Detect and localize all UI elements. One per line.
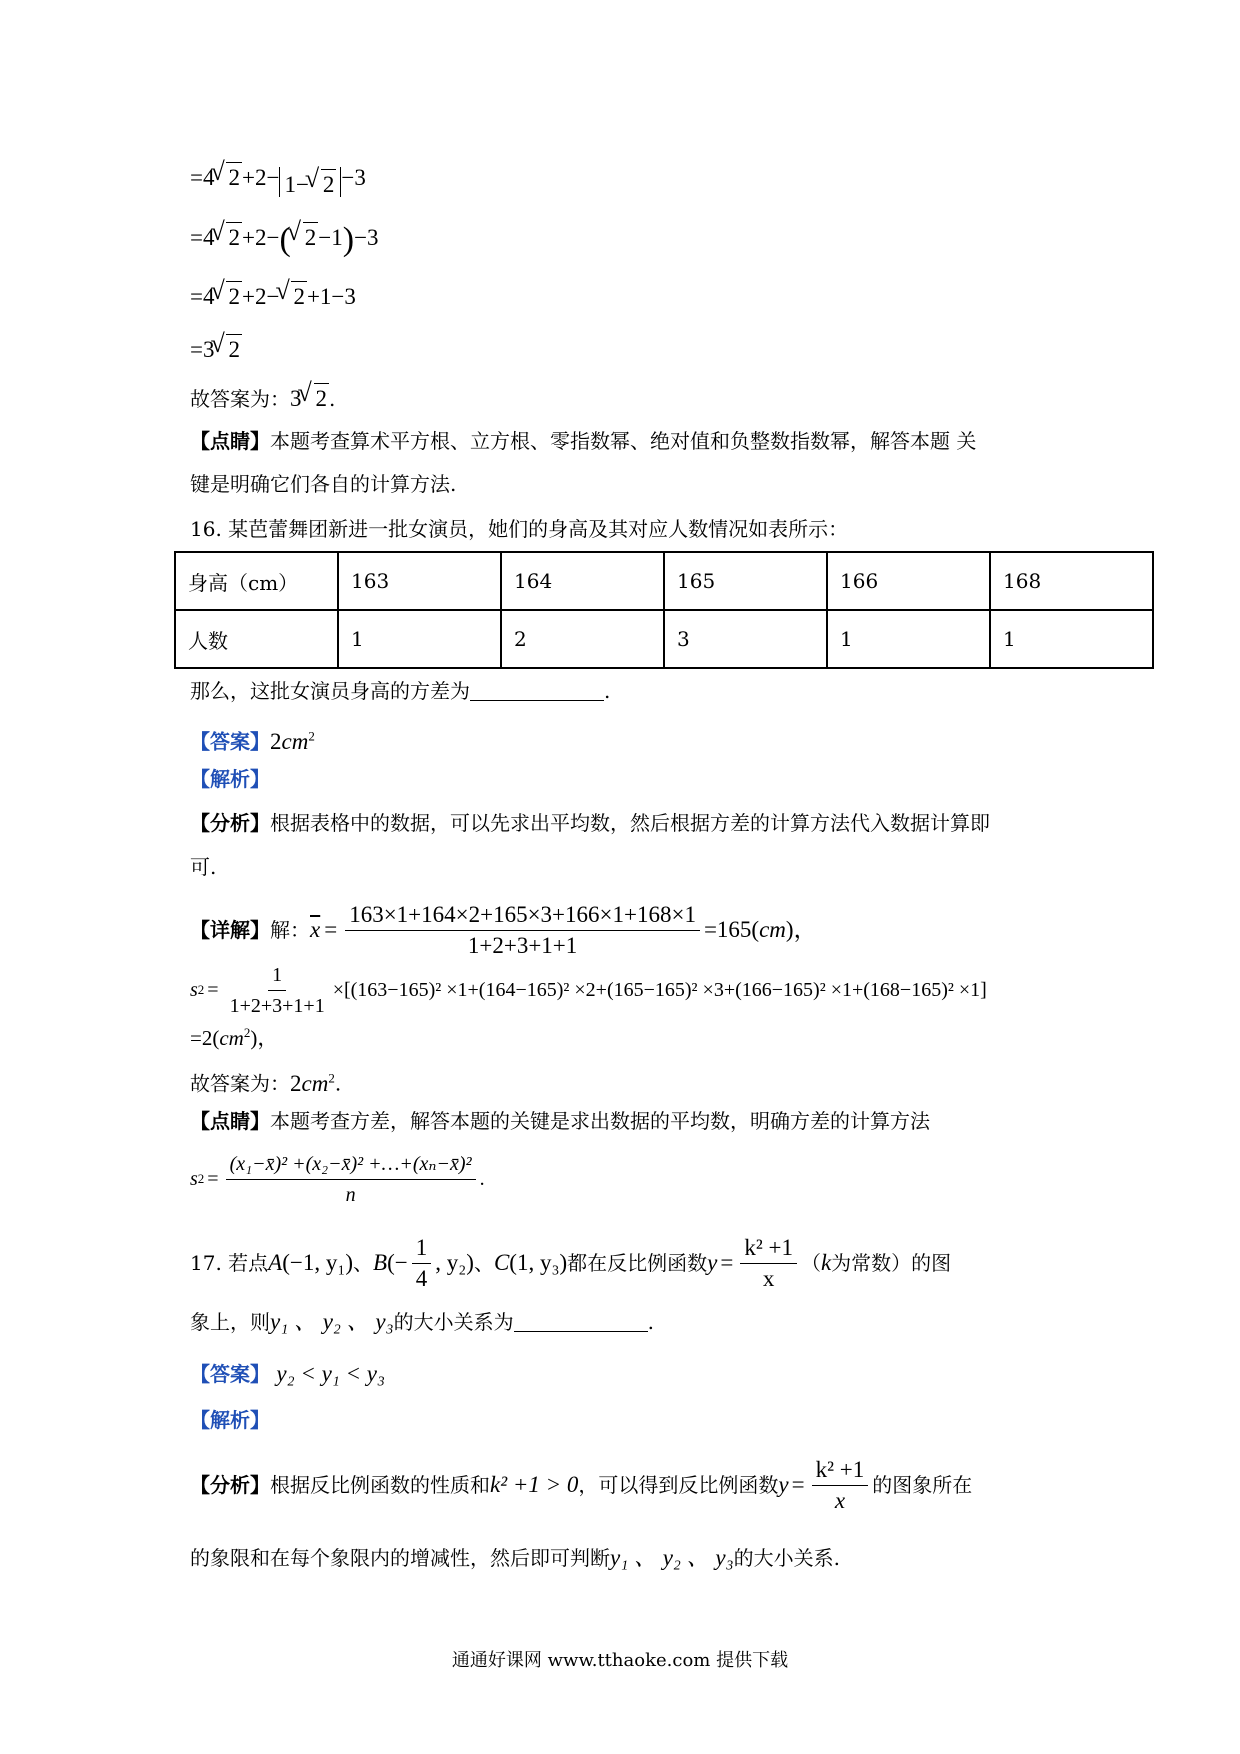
q15-answer-line: 故答案为：3 √ 2 .	[190, 381, 335, 414]
table-cell: 1	[990, 610, 1153, 668]
table-cell: 164	[501, 552, 664, 610]
answer-blank	[514, 1311, 648, 1332]
table-cell: 3	[664, 610, 827, 668]
q17-stem: 17. 若点 A (−1, y₁) 、 B (− $\frac{1}{4}$ , y₂) 、 C (1, y₃) 都在反比例函数 y = $\frac{\text{k² +1}}{x}$ （ k 为常数）的图	[190, 1234, 952, 1291]
page-footer: 通通好课网 www.tthaoke.com 提供下载	[451, 1650, 789, 1671]
q16-fenxi-line1: 【分析】根据表格中的数据，可以先求出平均数，然后根据方差的计算方法代入数据计算即	[190, 811, 990, 835]
table-cell: 身高（cm）	[175, 552, 338, 610]
height-table	[174, 551, 1154, 669]
q16-variance-formula: s 2 = $\frac{\text{(x₁−x̄)² +(x₂−x̄)² +…+(xₙ−x̄)²}}{n}$ .	[190, 1142, 485, 1216]
derivation-step-3: =4 √ 2+2− √ 2+1−3	[190, 279, 356, 312]
absolute-value: 1− √ 2	[279, 167, 341, 197]
q16-question: 那么，这批女演员身高的方差为 .	[190, 679, 611, 703]
table-cell: 1	[827, 610, 990, 668]
q16-answer: 【答案】$2cm^2$	[190, 728, 315, 754]
table-cell: 166	[827, 552, 990, 610]
q17-fenxi-line1: 【分析】 根据反比例函数的性质和 k² +1 > 0 ，可以得到反比例函数 y = $\frac{\text{k² +1}}{x}$ 的图象所在	[190, 1456, 973, 1513]
derivation-step-2: =4 √ 2+2−( √ 2−1)−3	[190, 220, 379, 253]
q16-variance-result: $=2(cm^2)$，	[190, 1025, 279, 1050]
sqrt-symbol: √ 2	[214, 160, 242, 193]
q16-final-answer: 故答案为：$2cm^2$.	[190, 1070, 342, 1096]
q17-fenxi-line2: 的象限和在每个象限内的增减性，然后即可判断y₁ 、 y₂ 、 y₃的大小关系.	[190, 1545, 840, 1570]
q16-variance-line: s 2 = $\frac{1}{1+2+3+1+1}$ ×[(163−165)² ×1+(164−165)² ×2+(165−165)² ×3+(166−165)² ×1+(168−165)² ×1]	[190, 955, 987, 1025]
q16-analysis-tag: 【解析】	[190, 767, 270, 791]
answer-blank	[470, 680, 604, 701]
q16-dianjing: 【点睛】本题考查方差，解答本题的关键是求出数据的平均数，明确方差的计算方法	[190, 1109, 930, 1133]
q16-stem: 16. 某芭蕾舞团新进一批女演员，她们的身高及其对应人数情况如表所示：	[190, 517, 849, 541]
table-cell: 2	[501, 610, 664, 668]
table-row	[175, 610, 1153, 668]
table-cell: 1	[338, 610, 501, 668]
table-cell: 163	[338, 552, 501, 610]
q17-line2: 象上，则y₁ 、 y₂ 、 y₃的大小关系为 .	[190, 1309, 654, 1334]
q16-fenxi-line2: 可.	[190, 855, 217, 879]
derivation-step-4: =3 √ 2	[190, 332, 242, 365]
q15-comment-line1: 【点睛】本题考查算术平方根、立方根、零指数幂、绝对值和负整数指数幂，解答本题 关	[190, 429, 977, 453]
table-row	[175, 552, 1153, 610]
dianjing-tag: 【点睛】	[190, 429, 270, 453]
answer-tag: 【答案】	[190, 729, 270, 754]
derivation-step-1: =4 √ 2+2− 1− √ 2 −3	[190, 160, 366, 197]
table-cell: 人数	[175, 610, 338, 668]
table-cell: 168	[990, 552, 1153, 610]
q17-analysis-tag: 【解析】	[190, 1408, 270, 1432]
q15-comment-line2: 键是明确它们各自的计算方法.	[190, 472, 457, 496]
table-cell: 165	[664, 552, 827, 610]
q17-answer: 【答案】 y₂ < y₁ < y₃	[190, 1361, 386, 1386]
q16-mean-line: 【详解】 解： $\overline{x}$ = $\frac{163\times 1+164\times 2+165\times 3+166\times 1+168\times 1}{1+2+3+1+1}$ =165( cm )，	[190, 901, 817, 958]
